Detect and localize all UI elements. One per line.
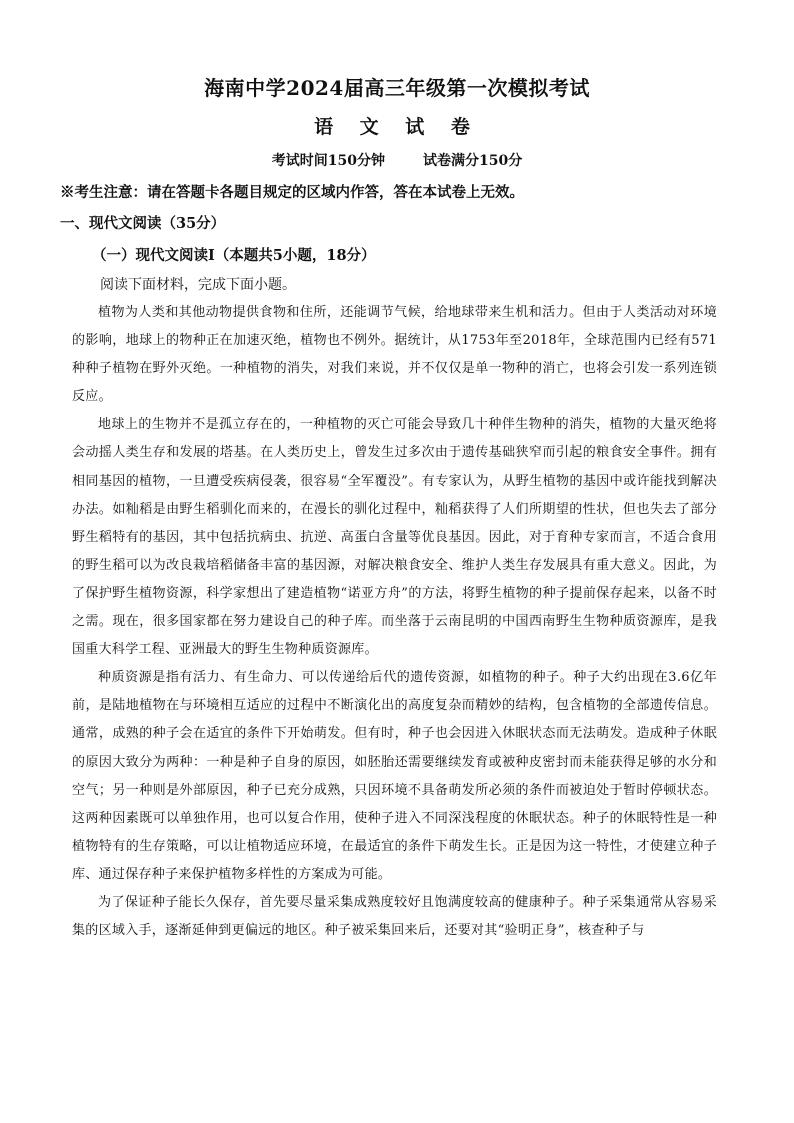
exam-time: 考试时间150分钟 [271,153,385,169]
passage-paragraph: 为了保证种子能长久保存，首先要尽量采集成熟度较好且饱满度较高的健康种子。种子采集通常从容易采集的区域入手，逐渐延伸到更偏远的地区。种子被采集回来后，还要对其“验明正身”，核查种子与 [72,894,717,939]
exam-info [0,150,794,170]
candidate-notice: ※考生注意：请在答题卡各题目规定的区域内作答，答在本试卷上无效。 [60,184,524,201]
full-score: 试卷满分150分 [423,153,523,169]
passage-paragraph: 种质资源是指有活力、有生命力、可以传递给后代的遗传资源，如植物的种子。种子大约出现在3.6亿年前，是陆地植物在与环境相互适应的过程中不断演化出的高度复杂而精妙的结构，包含植物的全部遗传信息。通常，成熟的种子会在适宜的条件下开始萌发。但有时，种子也会因进入休眠状态而无法萌发。造成种子休眠的原因大致分为两种：一种是种子自身的原因，如胚胎还需要继续发育或被种皮密封而未能获得足够的水分和空气；另一种则是外部原因，种子已充分成熟，只因环境不具备萌发所必须的条件而被迫处于暂时停顿状态。这两种因素既可以单独作用，也可以复合作用，使种子进入不同深浅程度的休眠状态。种子的休眠特性是一种植物特有的生存策略，可以让植物适应环境，在最适宜的条件下萌发生长。正是因为这一特性，才使建立种子库、通过保存种子来保护植物多样性的方案成为可能。 [72,670,717,882]
subsection-heading: （一）现代文阅读Ⅰ（本题共5小题，18分） [92,247,376,264]
paper-subtitle: 语 文 试 卷 [314,116,480,138]
exam-title: 海南中学2024届高三年级第一次模拟考试 [204,76,590,100]
passage-paragraph: 植物为人类和其他动物提供食物和住所，还能调节气候，给地球带来生机和活力。但由于人类活动对环境的影响，地球上的物种正在加速灭绝，植物也不例外。据统计，从1753年至2018年，全球范围内已经有571种种子植物在野外灭绝。一种植物的消失，对我们来说，并不仅仅是单一物种的消亡，也将会引发一系列连锁反应。 [72,305,717,405]
reading-instruction: 阅读下面材料，完成下面小题。 [100,277,296,293]
passage-paragraph: 地球上的生物并不是孤立存在的，一种植物的灭亡可能会导致几十种伴生物种的消失，植物的大量灭绝将会动摇人类生存和发展的塔基。在人类历史上，曾发生过多次由于遗传基础狭窄而引起的粮食安全事件。拥有相同基因的植物，一旦遭受疾病侵袭，很容易“全军覆没”。有专家认为，从野生植物的基因中或许能找到解决办法。如籼稻是由野生稻驯化而来的，在漫长的驯化过程中，籼稻获得了人们所期望的性状，但也失去了部分野生稻特有的基因，其中包括抗病虫、抗逆、高蛋白含量等优良基因。因此，对于育种专家而言，不适合食用的野生稻可以为改良栽培稻储备丰富的基因源，对解决粮食安全、维护人类生存发展具有重大意义。因此，为了保护野生植物资源，科学家想出了建造植物“诺亚方舟”的方法，将野生植物的种子提前保存起来，以备不时之需。现在，很多国家都在努力建设自己的种子库。而坐落于云南昆明的中国西南野生生物种质资源库，是我国重大科学工程、亚洲最大的野生生物种质资源库。 [72,417,717,658]
section-heading: 一、现代文阅读（35分） [60,215,226,232]
reading-passage [72,299,717,945]
